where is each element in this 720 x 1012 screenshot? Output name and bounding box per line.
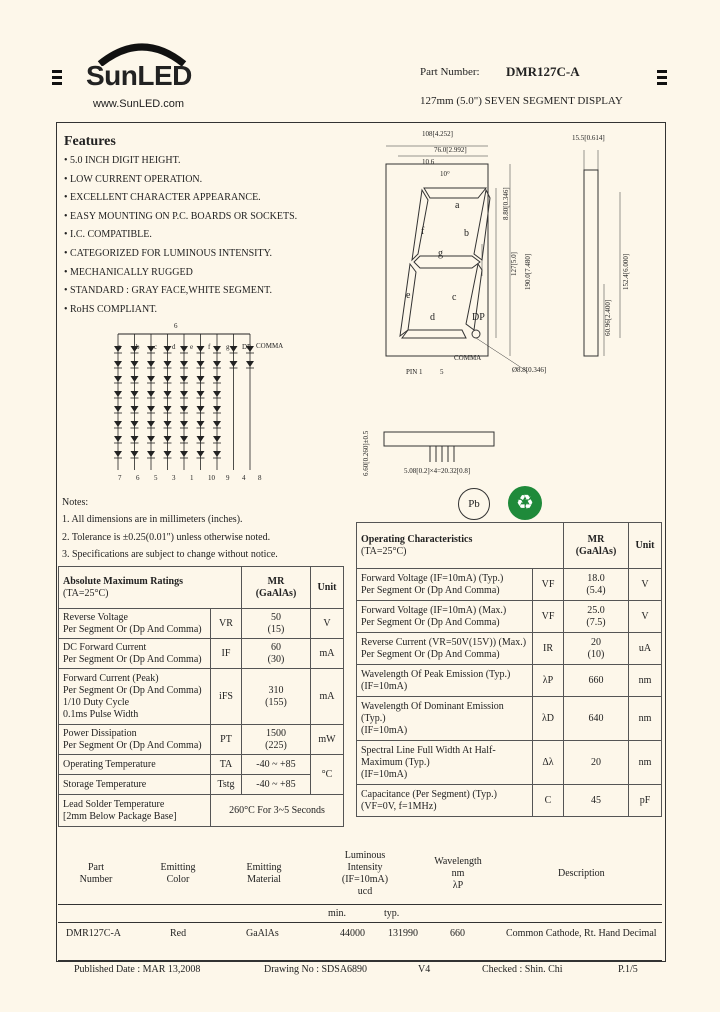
recycle-icon: ♻ — [508, 486, 542, 520]
circuit-pin: 9 — [226, 474, 230, 482]
diode-icon — [131, 436, 139, 442]
table-row: Forward Voltage (IF=10mA) (Max.) Per Segment Or (Dp And Comma) VF 25.0 (7.5) V — [357, 601, 662, 633]
diode-icon — [164, 376, 172, 382]
dim-right-bottom: 60.96[2.400] — [604, 299, 612, 336]
circuit-seg-d: d — [172, 343, 176, 351]
abs-unit-header: Unit — [311, 567, 344, 609]
h-part: Part Number — [79, 862, 113, 885]
pin1-label: PIN 1 — [406, 368, 423, 376]
circuit-seg-dp: DP — [242, 343, 251, 351]
diode-icon — [131, 376, 139, 382]
diode-icon — [131, 406, 139, 412]
circuit-pin: 1 — [190, 474, 194, 482]
diode-icon — [213, 391, 221, 397]
published-date: Published Date : MAR 13,2008 — [74, 964, 201, 975]
diode-icon — [147, 451, 155, 457]
diode-icon — [131, 391, 139, 397]
dim-height: 190.0[7.480] — [524, 253, 532, 290]
dim-bottom: 5.08[0.2]×4=20.32[0.8] — [404, 467, 471, 475]
drawing-number: Drawing No : SDSA6890 — [264, 964, 368, 975]
diode-icon — [164, 361, 172, 367]
diode-icon — [114, 376, 122, 382]
operating-characteristics-table — [356, 522, 662, 817]
circuit-seg-e: e — [190, 343, 194, 351]
circuit-common-label: COMMA — [256, 342, 284, 350]
diode-icon — [197, 421, 205, 427]
diode-icon — [147, 406, 155, 412]
row-part: DMR127C-A — [66, 928, 122, 939]
diode-icon — [197, 391, 205, 397]
dim-inner: 76.0[2.992] — [434, 146, 467, 154]
circuit-pin: 3 — [172, 474, 176, 482]
diode-icon — [180, 346, 188, 352]
dim-pin: 6.60[0.260]±0.5 — [362, 430, 370, 476]
diode-icon — [164, 436, 172, 442]
note-item: 3. Specifications are subject to change without notice. — [62, 549, 278, 560]
brand-url: www.SunLED.com — [93, 98, 185, 110]
op-title-cell: Operating Characteristics (TA=25°C) — [357, 523, 564, 569]
table-row: Wavelength Of Peak Emission (Typ.) (IF=10mA) λP 660 nm — [357, 665, 662, 697]
diode-icon — [180, 376, 188, 382]
diode-icon — [197, 406, 205, 412]
seg-f: f — [421, 226, 425, 237]
diode-icon — [131, 361, 139, 367]
page-number: P.1/5 — [618, 964, 638, 975]
diode-icon — [230, 346, 238, 352]
brand-logo: SunLED — [86, 60, 192, 91]
diode-icon — [213, 376, 221, 382]
dim-seg: 8.80[0.346] — [502, 187, 510, 220]
h-material: Emitting Material — [246, 862, 282, 885]
diode-icon — [114, 391, 122, 397]
dim-right-top: 152.4[6.000] — [622, 253, 630, 290]
h-min: min. — [328, 908, 347, 919]
footer-rule — [58, 960, 662, 961]
circuit-pin: 5 — [154, 474, 158, 482]
diode-icon — [213, 361, 221, 367]
diode-icon — [180, 436, 188, 442]
diode-icon — [246, 361, 254, 367]
diode-icon — [213, 451, 221, 457]
seg-e: e — [406, 290, 411, 301]
row-description: Common Cathode, Rt. Hand Decimal — [506, 928, 657, 939]
diode-icon — [114, 406, 122, 412]
feature-item: • MECHANICALLY RUGGED — [64, 266, 193, 278]
table-row: Capacitance (Per Segment) (Typ.) (VF=0V, f=1MHz) C 45 pF — [357, 785, 662, 817]
row-min: 44000 — [340, 928, 365, 939]
circuit-pin: 8 — [258, 474, 262, 482]
row-typ: 131990 — [388, 928, 418, 939]
diode-icon — [180, 361, 188, 367]
diode-icon — [180, 391, 188, 397]
h-wavelength: Wavelength nm λP — [434, 856, 482, 891]
diode-icon — [147, 421, 155, 427]
circuit-pin: 6 — [136, 474, 140, 482]
diode-icon — [131, 421, 139, 427]
diode-icon — [114, 451, 122, 457]
feature-item: • CATEGORIZED FOR LUMINOUS INTENSITY. — [64, 247, 273, 259]
diode-icon — [114, 361, 122, 367]
diode-icon — [197, 361, 205, 367]
diode-icon — [114, 436, 122, 442]
diode-icon — [147, 361, 155, 367]
note-item: 2. Tolerance is ±0.25(0.01") unless otherwise noted. — [62, 532, 271, 543]
table-row: Operating Temperature TA -40 ~ +85 °C — [59, 755, 344, 775]
version: V4 — [418, 964, 431, 975]
table-row: Reverse Current (VR=50V(15V)) (Max.) Per Segment Or (Dp And Comma) IR 20 (10) uA — [357, 633, 662, 665]
diode-icon — [197, 451, 205, 457]
feature-item: • EASY MOUNTING ON P.C. BOARDS OR SOCKETS. — [64, 210, 298, 222]
hole-dim: Ø8.8[0.346] — [512, 366, 547, 374]
feature-item: • EXCELLENT CHARACTER APPEARANCE. — [64, 192, 261, 204]
op-unit-header: Unit — [629, 523, 662, 569]
feature-item: • RoHS COMPLIANT. — [64, 303, 158, 315]
diode-icon — [213, 436, 221, 442]
diode-icon — [180, 451, 188, 457]
product-subtitle: 127mm (5.0") SEVEN SEGMENT DISPLAY — [420, 95, 623, 107]
abs-title-cell: Absolute Maximum Ratings (TA=25°C) — [59, 567, 242, 609]
feature-item: • STANDARD : GRAY FACE,WHITE SEGMENT. — [64, 285, 272, 297]
diode-icon — [213, 406, 221, 412]
pin5-label: 5 — [440, 368, 444, 376]
seg-dp: DP — [472, 312, 485, 323]
comma-label: COMMA — [454, 354, 482, 362]
diode-icon — [164, 346, 172, 352]
dim-width: 108[4.252] — [422, 130, 453, 138]
diode-icon — [180, 421, 188, 427]
diode-icon — [114, 421, 122, 427]
row-material: GaAlAs — [246, 928, 279, 939]
table-row: Lead Solder Temperature [2mm Below Package Base] 260°C For 3~5 Seconds — [59, 795, 344, 827]
circuit-pin: 7 — [118, 474, 122, 482]
diode-icon — [213, 346, 221, 352]
diode-icon — [164, 421, 172, 427]
angle-label: 10° — [440, 170, 450, 178]
diode-icon — [197, 376, 205, 382]
notes-title: Notes: — [62, 497, 89, 508]
row-wavelength: 660 — [450, 928, 465, 939]
feature-item: • LOW CURRENT OPERATION. — [64, 173, 203, 185]
h-luminous: Luminous Intensity (IF=10mA) ucd — [341, 850, 389, 897]
diode-icon — [197, 436, 205, 442]
diode-icon — [164, 451, 172, 457]
diode-icon — [131, 451, 139, 457]
diode-icon — [147, 376, 155, 382]
note-item: 1. All dimensions are in millimeters (inches). — [62, 514, 243, 525]
checked-by: Checked : Shin. Chi — [482, 964, 563, 975]
features-list — [64, 152, 297, 319]
part-number-label: Part Number: — [420, 66, 480, 78]
right-marker-bars — [657, 70, 667, 88]
diode-icon — [164, 406, 172, 412]
h-typ: typ. — [384, 908, 400, 919]
abs-mr-header: MR (GaAlAs) — [242, 567, 311, 609]
circuit-pin: 4 — [242, 474, 246, 482]
seg-b: b — [464, 228, 469, 239]
diode-icon — [147, 436, 155, 442]
pb-free-icon: Pb — [458, 488, 490, 520]
dim-digit: 127[5.0] — [510, 252, 518, 276]
feature-item: • 5.0 INCH DIGIT HEIGHT. — [64, 155, 181, 166]
diode-icon — [164, 391, 172, 397]
features-title: Features — [64, 134, 116, 149]
circuit-seg-c: c — [154, 343, 158, 351]
table-row: Wavelength Of Dominant Emission (Typ.) (IF=10mA) λD 640 nm — [357, 697, 662, 741]
part-number: DMR127C-A — [506, 64, 580, 79]
circuit-seg-a: a — [118, 343, 122, 351]
circuit-top-label: 6 — [174, 322, 178, 330]
package-bottom-drawing — [370, 428, 500, 468]
table-row: Storage Temperature Tstg -40 ~ +85 — [59, 775, 344, 795]
h-color: Emitting Color — [160, 862, 196, 885]
left-marker-bars — [52, 70, 62, 88]
circuit-pin: 10 — [208, 474, 215, 482]
part-table-mid-rule — [58, 922, 662, 923]
op-mr-header: MR (GaAlAs) — [564, 523, 629, 569]
table-row: Forward Voltage (IF=10mA) (Typ.) Per Segment Or (Dp And Comma) VF 18.0 (5.4) V — [357, 569, 662, 601]
seg-g: g — [438, 248, 443, 259]
diode-icon — [230, 361, 238, 367]
dim-side: 15.5[0.614] — [572, 134, 605, 142]
diode-icon — [147, 391, 155, 397]
top-pins: 10 6 — [422, 158, 435, 166]
h-description: Description — [558, 868, 605, 879]
table-row: Power Dissipation Per Segment Or (Dp And Comma) PT 1500 (225) mW — [59, 725, 344, 755]
circuit-seg-g: g — [226, 343, 230, 351]
diode-icon — [180, 406, 188, 412]
package-front-drawing — [378, 126, 660, 396]
feature-item: • I.C. COMPATIBLE. — [64, 229, 152, 241]
table-row: Reverse Voltage Per Segment Or (Dp And Comma) VR 50 (15) V — [59, 609, 344, 639]
table-row: DC Forward Current Per Segment Or (Dp And Comma) IF 60 (30) mA — [59, 639, 344, 669]
diode-icon — [213, 421, 221, 427]
seg-a: a — [455, 200, 460, 211]
diode-icon — [197, 346, 205, 352]
circuit-seg-b: b — [136, 343, 140, 351]
absolute-max-table — [58, 566, 344, 827]
seg-c: c — [452, 292, 457, 303]
circuit-seg-f: f — [208, 343, 211, 351]
part-table-top-rule — [58, 904, 662, 905]
table-row: Forward Current (Peak) Per Segment Or (Dp And Comma) 1/10 Duty Cycle 0.1ms Pulse Width iFS 310 (155) mA — [59, 669, 344, 725]
table-row: Spectral Line Full Width At Half- Maximum (Typ.) (IF=10mA) Δλ 20 nm — [357, 741, 662, 785]
row-color: Red — [170, 928, 187, 939]
seg-d: d — [430, 312, 435, 323]
